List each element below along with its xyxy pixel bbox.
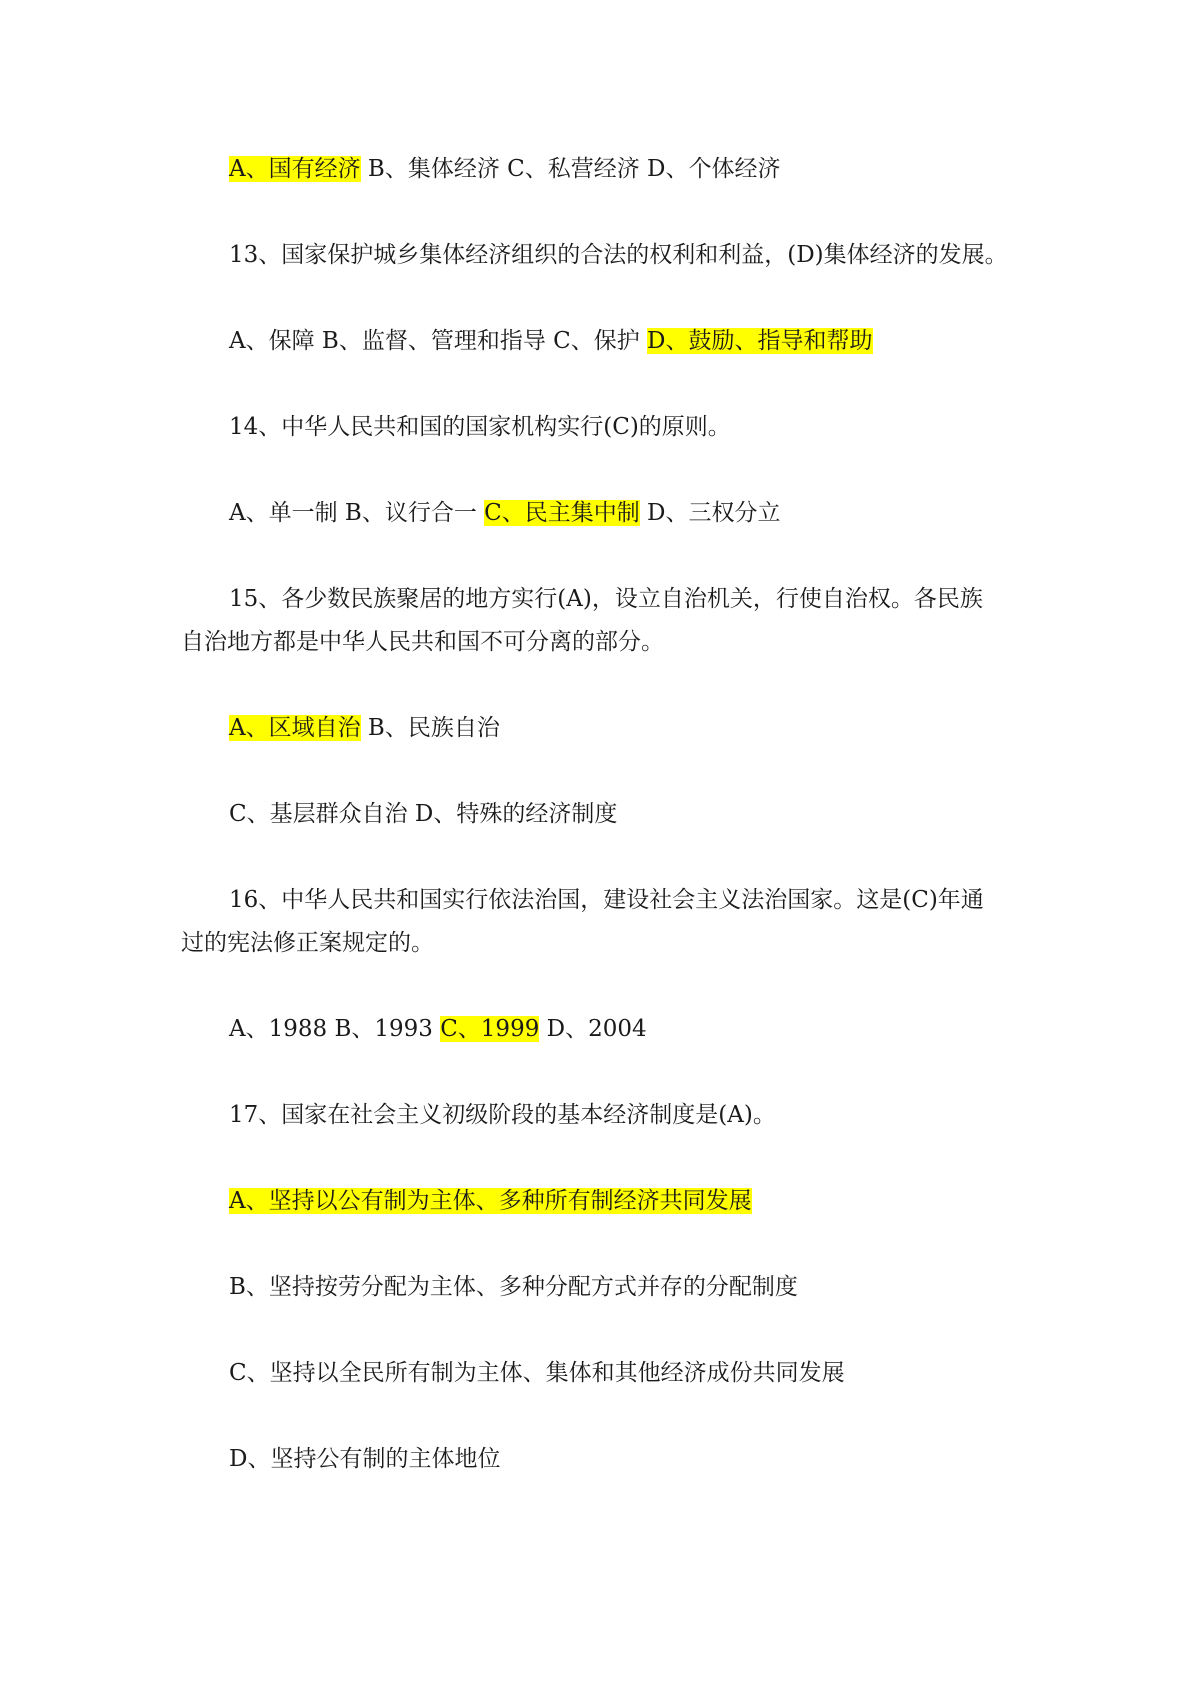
text-segment: 16、中华人民共和国实行依法治国，建设社会主义法治国家。这是(C)年通 — [229, 887, 984, 913]
text-segment: B、民族自治 — [360, 715, 500, 741]
text-segment: 自治地方都是中华人民共和国不可分离的部分。 — [181, 629, 664, 655]
q17-option-b-line — [229, 1272, 798, 1302]
text-segment: 15、各少数民族聚居的地方实行(A)，设立自治机关，行使自治权。各民族 — [229, 586, 983, 612]
text-segment: 过的宪法修正案规定的。 — [181, 930, 434, 956]
text-segment: B、集体经济 C、私营经济 D、个体经济 — [360, 156, 781, 182]
highlighted-answer: C、民主集中制 — [484, 500, 640, 526]
text-segment: D、2004 — [539, 1016, 647, 1042]
text-segment: D、坚持公有制的主体地位 — [229, 1446, 501, 1472]
text-segment: A、保障 B、监督、管理和指导 C、保护 — [229, 328, 648, 354]
q16-question-line-1 — [229, 885, 984, 915]
q17-option-d-line — [229, 1444, 500, 1474]
q16-options-line — [229, 1014, 647, 1044]
text-segment: A、单一制 B、议行合一 — [229, 500, 485, 526]
q13-question-line — [229, 240, 1008, 270]
highlighted-answer: A、国有经济 — [229, 156, 361, 182]
q15-options-cd-line — [229, 799, 617, 829]
q15-question-line-1 — [229, 584, 983, 614]
q14-question-line — [229, 412, 731, 442]
q15-question-line-2 — [181, 627, 664, 657]
q17-question-line — [229, 1100, 776, 1130]
q13-options-line — [229, 326, 873, 356]
text-segment: 14、中华人民共和国的国家机构实行(C)的原则。 — [229, 414, 731, 440]
text-segment: A、1988 B、1993 — [229, 1016, 441, 1042]
text-segment: C、基层群众自治 D、特殊的经济制度 — [229, 801, 618, 827]
q16-question-line-2 — [181, 928, 434, 958]
text-segment: C、坚持以全民所有制为主体、集体和其他经济成份共同发展 — [229, 1360, 845, 1386]
text-segment: 17、国家在社会主义初级阶段的基本经济制度是(A)。 — [229, 1102, 776, 1128]
q14-options-line — [229, 498, 781, 528]
q12-options-line — [229, 154, 781, 184]
highlighted-answer: D、鼓励、指导和帮助 — [647, 328, 873, 354]
q17-option-c-line — [229, 1358, 845, 1388]
highlighted-answer: C、1999 — [440, 1016, 540, 1042]
text-segment: 13、国家保护城乡集体经济组织的合法的权利和利益，(D)集体经济的发展。 — [229, 242, 1008, 268]
q17-option-a-line — [229, 1186, 752, 1216]
text-segment: B、坚持按劳分配为主体、多种分配方式并存的分配制度 — [229, 1274, 798, 1300]
text-segment: D、三权分立 — [639, 500, 781, 526]
highlighted-answer: A、坚持以公有制为主体、多种所有制经济共同发展 — [229, 1188, 752, 1214]
q15-options-ab-line — [229, 713, 500, 743]
highlighted-answer: A、区域自治 — [229, 715, 361, 741]
